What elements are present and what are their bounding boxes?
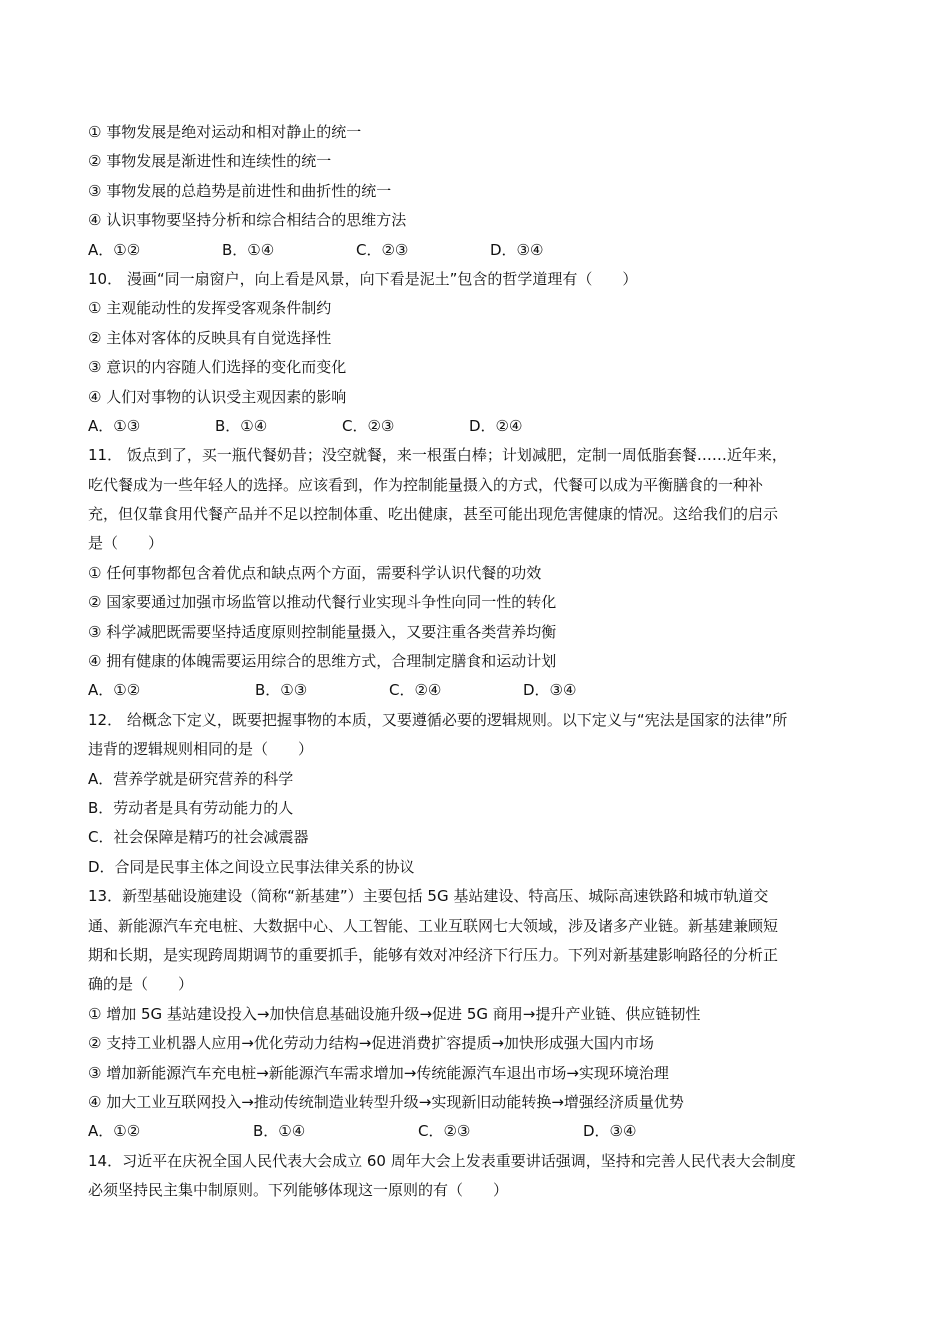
- q9-option-b: B．①④: [222, 240, 275, 259]
- q10-option-b: B．①④: [215, 416, 268, 435]
- q9-option-d: D．③④: [490, 240, 544, 259]
- q11-option-c: C．②④: [389, 681, 442, 700]
- q9-item-4: ④ 认识事物要坚持分析和综合相结合的思维方法: [88, 211, 407, 230]
- q13-stem-line-4: 确的是（ ）: [88, 975, 194, 994]
- q11-option-a: A．①②: [88, 681, 141, 700]
- q9-option-c: C．②③: [356, 240, 409, 259]
- q13-options: [88, 1117, 868, 1146]
- q10-stem: 10． 漫画“同一扇窗户，向上看是风景，向下看是泥土”包含的哲学道理有（ ）: [88, 269, 638, 288]
- q12-stem-line-1: 12． 给概念下定义，既要把握事物的本质，又要遵循必要的逻辑规则。以下定义与“宪法是国家的法律”所: [88, 710, 788, 729]
- q9-option-a: A．①②: [88, 240, 141, 259]
- q13-option-b: B．①④: [253, 1122, 306, 1141]
- q12-option-d: D．合同是民事主体之间设立民事法律关系的协议: [88, 857, 415, 876]
- q13-option-d: D．③④: [583, 1122, 637, 1141]
- q12-stem-line-2: 违背的逻辑规则相同的是（ ）: [88, 740, 314, 759]
- q10-option-a: A．①③: [88, 416, 141, 435]
- q11-stem-line-1: 11． 饭点到了，买一瓶代餐奶昔；没空就餐，来一根蛋白棒；计划减肥，定制一周低脂套餐……近年来，: [88, 446, 787, 465]
- q9-item-2: ② 事物发展是渐进性和连续性的统一: [88, 152, 332, 171]
- q13-stem-line-2: 通、新能源汽车充电桩、大数据中心、人工智能、工业互联网七大领域，涉及诸多产业链。新基建兼顾短: [88, 916, 779, 935]
- q13-item-1: ① 增加 5G 基站建设投入→加快信息基础设施升级→促进 5G 商用→提升产业链、供应链韧性: [88, 1004, 701, 1023]
- q13-option-a: A．①②: [88, 1122, 141, 1141]
- q10-item-4: ④ 人们对事物的认识受主观因素的影响: [88, 387, 347, 406]
- q10-item-1: ① 主观能动性的发挥受客观条件制约: [88, 299, 332, 318]
- q10-options: [88, 412, 868, 441]
- q10-option-d: D．②④: [469, 416, 523, 435]
- q12-option-c: C．社会保障是精巧的社会减震器: [88, 828, 309, 847]
- q9-item-3: ③ 事物发展的总趋势是前进性和曲折性的统一: [88, 181, 392, 200]
- q10-item-3: ③ 意识的内容随人们选择的变化而变化: [88, 358, 347, 377]
- q11-stem-line-2: 吃代餐成为一些年轻人的选择。应该看到，作为控制能量摄入的方式，代餐可以成为平衡膳食的一种补: [88, 475, 764, 494]
- q11-item-2: ② 国家要通过加强市场监管以推动代餐行业实现斗争性向同一性的转化: [88, 593, 557, 612]
- q13-option-c: C．②③: [418, 1122, 471, 1141]
- exam-page: [88, 118, 868, 1205]
- q11-stem-line-4: 是（ ）: [88, 534, 164, 553]
- q13-stem-line-1: 13．新型基础设施建设（简称“新基建”）主要包括 5G 基站建设、特高压、城际高速铁路和城市轨道交: [88, 887, 769, 906]
- q12-option-b: B．劳动者是具有劳动能力的人: [88, 798, 294, 817]
- q10-item-2: ② 主体对客体的反映具有自觉选择性: [88, 328, 332, 347]
- q12-option-a: A．营养学就是研究营养的科学: [88, 769, 294, 788]
- q9-options: [88, 236, 868, 265]
- q11-option-b: B．①③: [255, 681, 308, 700]
- q14-stem-line-1: 14．习近平在庆祝全国人民代表大会成立 60 周年大会上发表重要讲话强调，坚持和完善人民代表大会制度: [88, 1151, 796, 1170]
- q11-option-d: D．③④: [523, 681, 577, 700]
- q14-stem-line-2: 必须坚持民主集中制原则。下列能够体现这一原则的有（ ）: [88, 1181, 509, 1200]
- q11-options: [88, 676, 868, 705]
- q11-item-4: ④ 拥有健康的体魄需要运用综合的思维方式，合理制定膳食和运动计划: [88, 652, 557, 671]
- q13-item-2: ② 支持工业机器人应用→优化劳动力结构→促进消费扩容提质→加快形成强大国内市场: [88, 1034, 654, 1053]
- q11-item-3: ③ 科学减肥既需要坚持适度原则控制能量摄入，又要注重各类营养均衡: [88, 622, 557, 641]
- q13-item-4: ④ 加大工业互联网投入→推动传统制造业转型升级→实现新旧动能转换→增强经济质量优势: [88, 1092, 684, 1111]
- q11-stem-line-3: 充，但仅靠食用代餐产品并不足以控制体重、吃出健康，甚至可能出现危害健康的情况。这给我们的启示: [88, 505, 779, 524]
- q13-item-3: ③ 增加新能源汽车充电桩→新能源汽车需求增加→传统能源汽车退出市场→实现环境治理: [88, 1063, 669, 1082]
- q9-item-1: ① 事物发展是绝对运动和相对静止的统一: [88, 123, 362, 141]
- q13-stem-line-3: 期和长期，是实现跨周期调节的重要抓手，能够有效对冲经济下行压力。下列对新基建影响路径的分析正: [88, 945, 779, 964]
- q10-option-c: C．②③: [342, 416, 395, 435]
- q11-item-1: ① 任何事物都包含着优点和缺点两个方面，需要科学认识代餐的功效: [88, 563, 542, 582]
